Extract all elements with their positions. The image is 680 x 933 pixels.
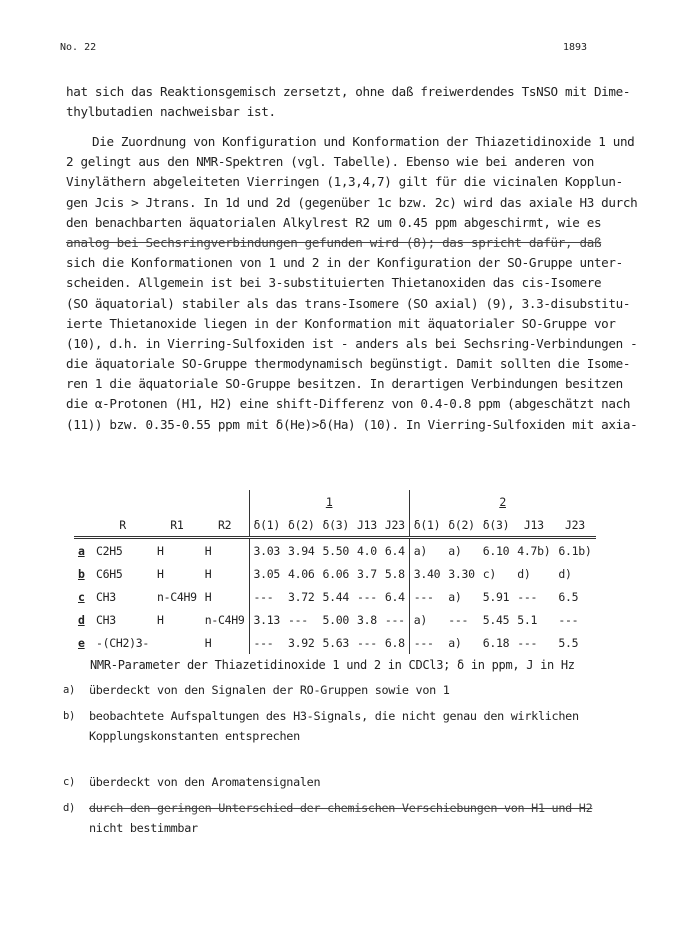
text-line: sich die Konformationen von 1 und 2 in der Konfiguration der SO-Gruppe unter-	[66, 255, 623, 271]
table-cell: 6.10	[482, 543, 510, 558]
column-header: δ(3)	[479, 513, 514, 538]
table-cell: ---	[409, 585, 444, 608]
table-cell: 3.72	[288, 589, 315, 604]
table-row	[74, 538, 596, 563]
footnote-key: c)	[63, 776, 76, 788]
footnote-a	[63, 680, 450, 700]
table-cell: ---	[409, 631, 444, 654]
column-header: δ(2)	[284, 513, 319, 538]
paragraph-1	[66, 82, 631, 122]
table-cell: 5.45	[482, 612, 510, 627]
table-cell: 3.94	[288, 543, 315, 558]
group-label-1: 1	[249, 490, 409, 513]
row-label: b	[78, 566, 85, 581]
table-cell: -(CH2)3-	[96, 635, 149, 650]
table-cell: C2H5	[96, 543, 123, 558]
table-cell: H	[204, 635, 212, 650]
text-line: thylbutadien nachweisbar ist.	[66, 104, 276, 120]
table-cell: a)	[448, 543, 462, 558]
table-cell: 6.4	[384, 589, 405, 604]
row-label: d	[78, 612, 85, 627]
table-cell: CH3	[96, 589, 116, 604]
footnote-b	[63, 706, 579, 746]
row-label: a	[78, 543, 85, 558]
table-cell: H	[204, 543, 212, 558]
table-cell: 4.0	[357, 543, 377, 558]
footnote-text: durch den geringen Unterschied der chemischen Verschiebungen von H1 und H2	[89, 801, 593, 815]
table-cell: 3.30	[448, 566, 475, 581]
text-line: die äquatoriale SO-Gruppe thermodynamisch begünstigt. Damit sollten die Isome-	[66, 356, 631, 372]
table-cell	[153, 631, 201, 654]
table-cell: 3.92	[288, 635, 315, 650]
table-cell: 5.63	[322, 635, 349, 650]
text-line: Vinyläthern abgeleiteten Vierringen (1,3,4,7) gilt für die vicinalen Kopplun-	[66, 174, 623, 190]
column-header: δ(3)	[319, 513, 354, 538]
nmr-table	[74, 490, 596, 654]
table-cell: ---	[357, 635, 377, 650]
footnote-key: a)	[63, 684, 76, 696]
table-cell: 5.5	[558, 635, 579, 650]
row-label: e	[78, 635, 85, 650]
table-cell: ---	[558, 612, 579, 627]
table-cell: ---	[517, 589, 538, 604]
table-cell: CH3	[96, 612, 116, 627]
column-header: J23	[554, 513, 595, 538]
table-cell: 6.18	[482, 635, 510, 650]
table-cell: a)	[409, 538, 444, 563]
table-cell: 3.03	[249, 538, 284, 563]
footnote-key: d)	[63, 802, 76, 814]
table-cell: a)	[448, 589, 462, 604]
column-header: δ(1)	[409, 513, 444, 538]
table-cell: 5.1	[517, 612, 538, 627]
table-caption: NMR-Parameter der Thiazetidinoxide 1 und 2 in CDCl3; δ in ppm, J in Hz	[90, 658, 575, 672]
table-cell: ---	[249, 585, 284, 608]
footnote-d	[63, 798, 592, 838]
table-cell: H	[204, 589, 212, 604]
column-header: δ(1)	[249, 513, 284, 538]
table-cell: ---	[288, 612, 308, 627]
table-group-row	[74, 490, 596, 513]
text-line: gen Jcis > Jtrans. In 1d und 2d (gegenüber 1c bzw. 2c) wird das axiale H3 durch	[66, 194, 638, 210]
footnote-text-block	[89, 798, 592, 838]
table-cell: 6.5	[558, 589, 579, 604]
text-line: (11)) bzw. 0.35-0.55 ppm mit δ(He)>δ(Ha) (10). In Vierring-Sulfoxiden mit axia-	[66, 416, 638, 432]
table-cell: H	[157, 566, 164, 581]
text-line: analog bei Sechsringverbindungen gefunden wird (8); das spricht dafür, daß	[66, 234, 602, 250]
table-cell: d)	[517, 566, 531, 581]
table-cell: 4.7b)	[517, 543, 551, 558]
table-cell: 5.91	[482, 589, 510, 604]
footnote-c	[63, 772, 320, 792]
table-cell: H	[157, 612, 164, 627]
footnote-text: beobachtete Aufspaltungen des H3-Signals, die nicht genau den wirklichen	[89, 709, 579, 723]
text-line: 2 gelingt aus den NMR-Spektren (vgl. Tabelle). Ebenso wie bei anderen von	[66, 154, 594, 170]
table-cell: 6.06	[322, 566, 349, 581]
footnote-text-block	[89, 706, 579, 746]
text-line: die α-Protonen (H1, H2) eine shift-Differenz von 0.4-0.8 ppm (abgeschätzt nach	[66, 396, 631, 412]
page-number: 1893	[563, 42, 588, 53]
table-cell: 6.8	[384, 635, 405, 650]
footnote-text: nicht bestimmbar	[89, 821, 198, 835]
column-header: R1	[153, 513, 201, 538]
page-header-left: No. 22	[60, 42, 97, 53]
column-header: J23	[381, 513, 409, 538]
table-cell: ---	[448, 612, 469, 627]
column-header: R2	[201, 513, 249, 538]
table-cell: 5.44	[322, 589, 349, 604]
table-cell: d)	[558, 566, 572, 581]
table-header-row	[74, 513, 596, 538]
table-cell: a)	[409, 608, 444, 631]
text-line: hat sich das Reaktionsgemisch zersetzt, ohne daß freiwerdendes TsNSO mit Dime-	[66, 84, 631, 99]
column-header: R	[92, 513, 153, 538]
table-cell: 3.13	[249, 608, 284, 631]
table-cell: 6.4	[384, 543, 405, 558]
footnote-text: Kopplungskonstanten entsprechen	[89, 729, 300, 743]
text-line: Die Zuordnung von Konfiguration und Konformation der Thiazetidinoxide 1 und	[92, 134, 635, 149]
text-line: (SO äquatorial) stabiler als das trans-Isomere (SO axial) (9), 3.3-disubstitu-	[66, 295, 631, 311]
table-cell: C6H5	[96, 566, 123, 581]
group-label-2: 2	[409, 490, 595, 513]
text-line: ierte Thietanoxide liegen in der Konformation mit äquatorialer SO-Gruppe vor	[66, 315, 616, 331]
table-cell: H	[204, 566, 212, 581]
table-cell: 3.05	[249, 562, 284, 585]
table-cell: n-C4H9	[204, 612, 245, 627]
table-cell: 5.8	[384, 566, 405, 581]
table-row	[74, 562, 596, 585]
table-cell: 5.50	[322, 543, 349, 558]
row-label-header	[74, 513, 92, 538]
table-cell: n-C4H9	[157, 589, 197, 604]
table-cell: ---	[384, 612, 405, 627]
paragraph-2	[66, 132, 638, 435]
table-cell: ---	[357, 589, 377, 604]
table-cell: c)	[482, 566, 496, 581]
footnote-key: b)	[63, 710, 76, 722]
column-header: δ(2)	[444, 513, 479, 538]
text-line: ren 1 die äquatoriale SO-Gruppe besitzen. In derartigen Verbindungen besitzen	[66, 376, 623, 392]
table-row	[74, 631, 596, 654]
table-cell: 3.7	[357, 566, 377, 581]
row-label: c	[78, 589, 85, 604]
text-line: scheiden. Allgemein ist bei 3-substituierten Thietanoxiden das cis-Isomere	[66, 275, 602, 291]
table-cell: 4.06	[288, 566, 315, 581]
table-cell: 6.1b)	[558, 543, 592, 558]
text-line: den benachbarten äquatorialen Alkylrest R2 um 0.45 ppm abgeschirmt, wie es	[66, 214, 602, 230]
table-cell: ---	[249, 631, 284, 654]
table-cell: 3.40	[409, 562, 444, 585]
text-line: (10), d.h. in Vierring-Sulfoxiden ist - anders als bei Sechsring-Verbindungen -	[66, 335, 638, 351]
table-row	[74, 608, 596, 631]
table-row	[74, 585, 596, 608]
column-header: J13	[353, 513, 381, 538]
column-header: J13	[513, 513, 554, 538]
table-cell: 5.00	[322, 612, 349, 627]
footnote-text: überdeckt von den Aromatensignalen	[89, 775, 321, 789]
table-cell: ---	[517, 635, 538, 650]
table-cell: a)	[448, 635, 462, 650]
table-cell: 3.8	[357, 612, 377, 627]
footnote-text: überdeckt von den Signalen der RO-Gruppen sowie von 1	[89, 683, 450, 697]
table-cell: H	[157, 543, 164, 558]
